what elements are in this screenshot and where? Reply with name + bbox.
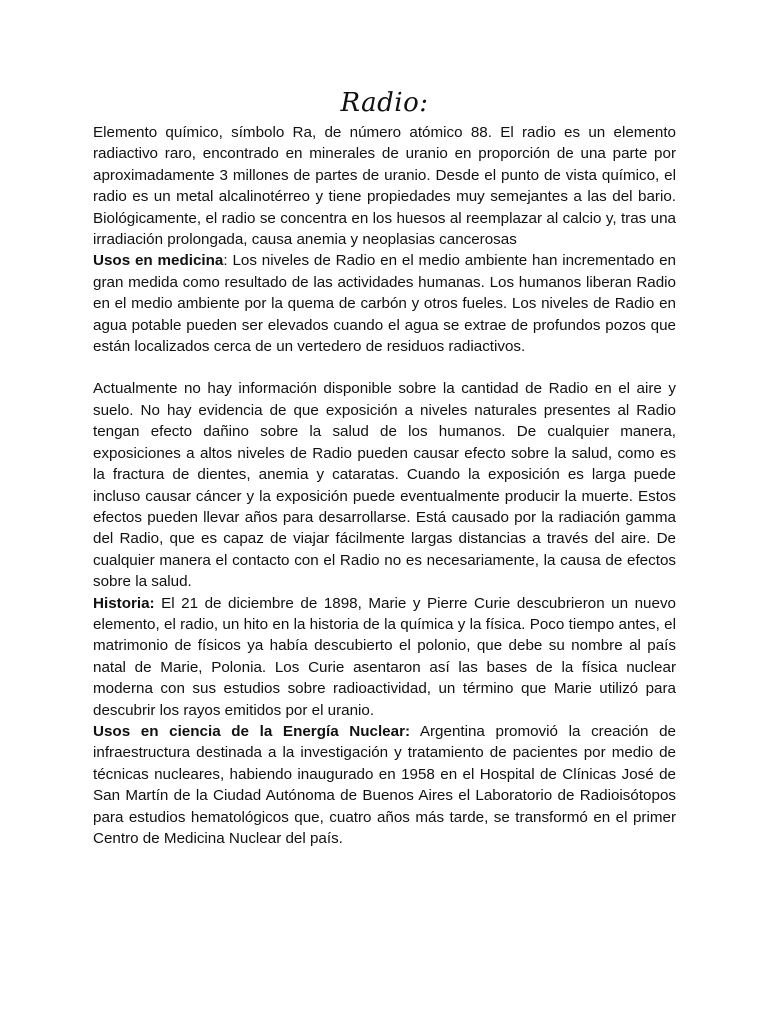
paragraph-spacer <box>93 357 676 378</box>
history-heading: Historia: <box>93 594 155 612</box>
medicine-paragraph <box>93 250 676 357</box>
intro-paragraph: Elemento químico, símbolo Ra, de número atómico 88. El radio es un elemento radiactivo raro, encontrado en minerales de uranio en proporción de una parte por aproximadamente 3 millones de partes de uranio. Desde el punto de vista químico, el radio es un metal alcalinotérreo y tiene propiedades muy semejantes a las del bario. Biológicamente, el radio se concentra en los huesos al reemplazar al calcio y, tras una irradiación prolongada, causa anemia y neoplasias cancerosas <box>93 124 676 249</box>
effects-paragraph: Actualmente no hay información disponible sobre la cantidad de Radio en el aire y suelo. No hay evidencia de que exposición a niveles naturales presentes al Radio tengan efecto dañino sobre la salud de los humanos. De cualquier manera, exposiciones a altos niveles de Radio pueden causar efecto sobre la salud, como es la fractura de dientes, anemia y cataratas. Cuando la exposición es larga puede incluso causar cáncer y la exposición puede eventualmente producir la muerte. Estos efectos pueden llevar años para desarrollarse. Está causado por la radiación gamma del Radio, que es capaz de viajar fácilmente largas distancias a través del aire. De cualquier manera el contacto con el Radio no es necesariamente, la causa de efectos sobre la salud. <box>93 380 676 591</box>
document-title: Radio: <box>340 88 429 118</box>
nuclear-text: Argentina promovió la creación de infraestructura destinada a la investigación y tratamiento de pacientes por medio de técnicas nucleares, habiendo inaugurado en 1958 en el Hospital de Clínicas José de San Martín de la Ciudad Autónoma de Buenos Aires el Laboratorio de Radioisótopos para estudios hematológicos que, cuatro años más tarde, se transformó en el primer Centro de Medicina Nuclear del país. <box>93 722 676 847</box>
medicine-heading: Usos en medicina <box>93 252 224 270</box>
nuclear-heading: Usos en ciencia de la Energía Nuclear: <box>93 722 411 740</box>
nuclear-paragraph <box>93 721 676 849</box>
history-text: El 21 de diciembre de 1898, Marie y Pierre Curie descubrieron un nuevo elemento, el radio, un hito en la historia de la química y la física. Poco tiempo antes, el matrimonio de físicos ya había descubierto el polonio, que debe su nombre al país natal de Marie, Polonia. Los Curie asentaron así las bases de la física nuclear moderna con sus estudios sobre radioactividad, un término que Marie utilizó para descubrir los rayos emitidos por el uranio. <box>93 594 676 719</box>
history-paragraph <box>93 593 676 721</box>
medicine-text: : Los niveles de Radio en el medio ambiente han incrementado en gran medida como resultado de las actividades humanas. Los humanos liberan Radio en el medio ambiente por la quema de carbón y otros fueles. Los niveles de Radio en agua potable pueden ser elevados cuando el agua se extrae de profundos pozos que están localizados cerca de un vertedero de residuos radiactivos. <box>93 252 676 356</box>
document-page <box>93 88 676 849</box>
